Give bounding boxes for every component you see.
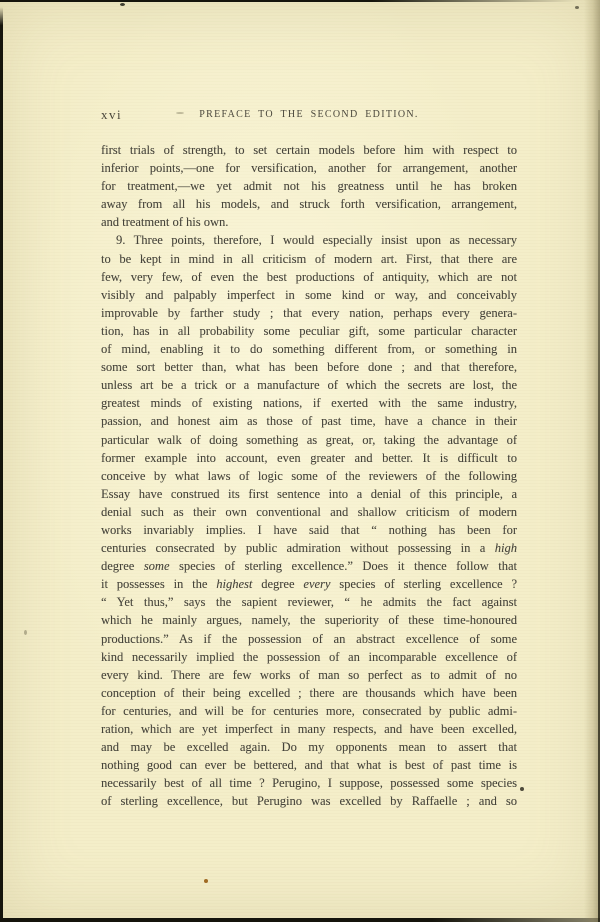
text-line: few, very few, of even the best productions of antiquity, which are not — [101, 269, 517, 284]
text-line: Essay have construed its first sentence into a denial of this principle, a — [101, 486, 517, 501]
scan-edge-top — [0, 0, 600, 2]
text-line: first trials of strength, to set certain models before him with respect to — [101, 143, 517, 157]
text-line: necessarily best of all time ? Perugino, I suppose, possessed some species — [101, 776, 517, 791]
paper-speck — [176, 112, 184, 114]
text-line: centuries consecrated by public admiration without possessing in a high — [101, 541, 517, 556]
body-text — [101, 141, 517, 810]
page-number: xvi — [101, 107, 123, 122]
text-line: visibly and palpably imperfect in some kind or way, and conceivably — [101, 287, 517, 302]
text-line: for centuries, and will be for centuries more, consecrated by public admi- — [101, 703, 517, 718]
text-line: away from all his models, and struck forth versification, arrangement, — [101, 197, 517, 212]
text-line: productions.” As if the possession of an abstract excellence of some — [101, 631, 517, 646]
text-line: nothing good can ever be bettered, and that what is best of past time is — [101, 758, 517, 773]
text-line: some sort better than, what has been before done ; and that therefore, — [101, 360, 517, 375]
text-line: improvable by farther study ; that every nation, perhaps every genera- — [101, 305, 517, 320]
text-line: and may be excelled again. Do my opponents mean to assert that — [101, 740, 517, 755]
text-line: and treatment of his own. — [101, 215, 229, 230]
text-line: of sterling excellence, but Perugino was excelled by Raffaelle ; and so — [101, 794, 517, 809]
text-line: kind necessarily implied the possession of an incomparable excellence of — [101, 649, 517, 664]
text-line: denial such as their own conventional and shallow criticism of modern — [101, 504, 517, 519]
paper-speck — [24, 630, 27, 635]
text-line: to be kept in mind in all criticism of modern art. First, that there are — [101, 251, 517, 266]
scan-edge-left — [0, 7, 3, 922]
text-line: degree some species of sterling excellence.” Does it thence follow that — [101, 559, 517, 574]
text-line: conceive by what laws of logic some of the reviewers of the following — [101, 468, 517, 483]
text-line: every kind. There are few works of man so perfect as to admit of no — [101, 667, 517, 682]
text-line: unless art be a trick or a manufacture of which the secrets are lost, the — [101, 378, 517, 393]
text-line: tion, has in all probability some peculiar gift, some particular character — [101, 323, 517, 338]
scan-edge-bottom — [0, 918, 600, 922]
paper-speck — [575, 6, 579, 9]
paper-speck — [520, 787, 524, 791]
text-line: greatest minds of existing nations, if exerted with the same industry, — [101, 396, 517, 411]
page-header — [101, 105, 517, 125]
running-title: PREFACE TO THE SECOND EDITION. — [199, 109, 419, 120]
text-line: ration, which are yet imperfect in many respects, and have been excelled, — [101, 722, 517, 736]
text-line: particular walk of doing something as great, or, taking the advantage of — [101, 432, 517, 447]
text-line: former example into account, even greater and better. It is difficult to — [101, 450, 517, 465]
text-line: conception of their being excelled ; there are thousands which have been — [101, 685, 517, 700]
text-line: inferior points,—one for versification, another for arrangement, another — [101, 161, 517, 176]
text-line: for treatment,—we yet admit not his greatness until he has broken — [101, 179, 517, 194]
paper-speck — [204, 879, 208, 883]
paper-speck — [120, 3, 125, 6]
text-line: of mind, enabling it to do something different from, or something in — [101, 342, 517, 357]
text-line: it possesses in the highest degree every species of sterling excellence ? — [101, 577, 517, 592]
text-line: “ Yet thus,” says the sapient reviewer, “ he admits the fact against — [101, 595, 517, 610]
text-line: passion, and honest aim as those of past time, have a chance in their — [101, 414, 517, 429]
text-line: works invariably implies. I have said that “ nothing has been for — [101, 522, 517, 537]
text-line: which he mainly argues, namely, the superiority of these time-honoured — [101, 613, 517, 628]
text-line: 9. Three points, therefore, I would especially insist upon as necessary — [116, 233, 517, 248]
